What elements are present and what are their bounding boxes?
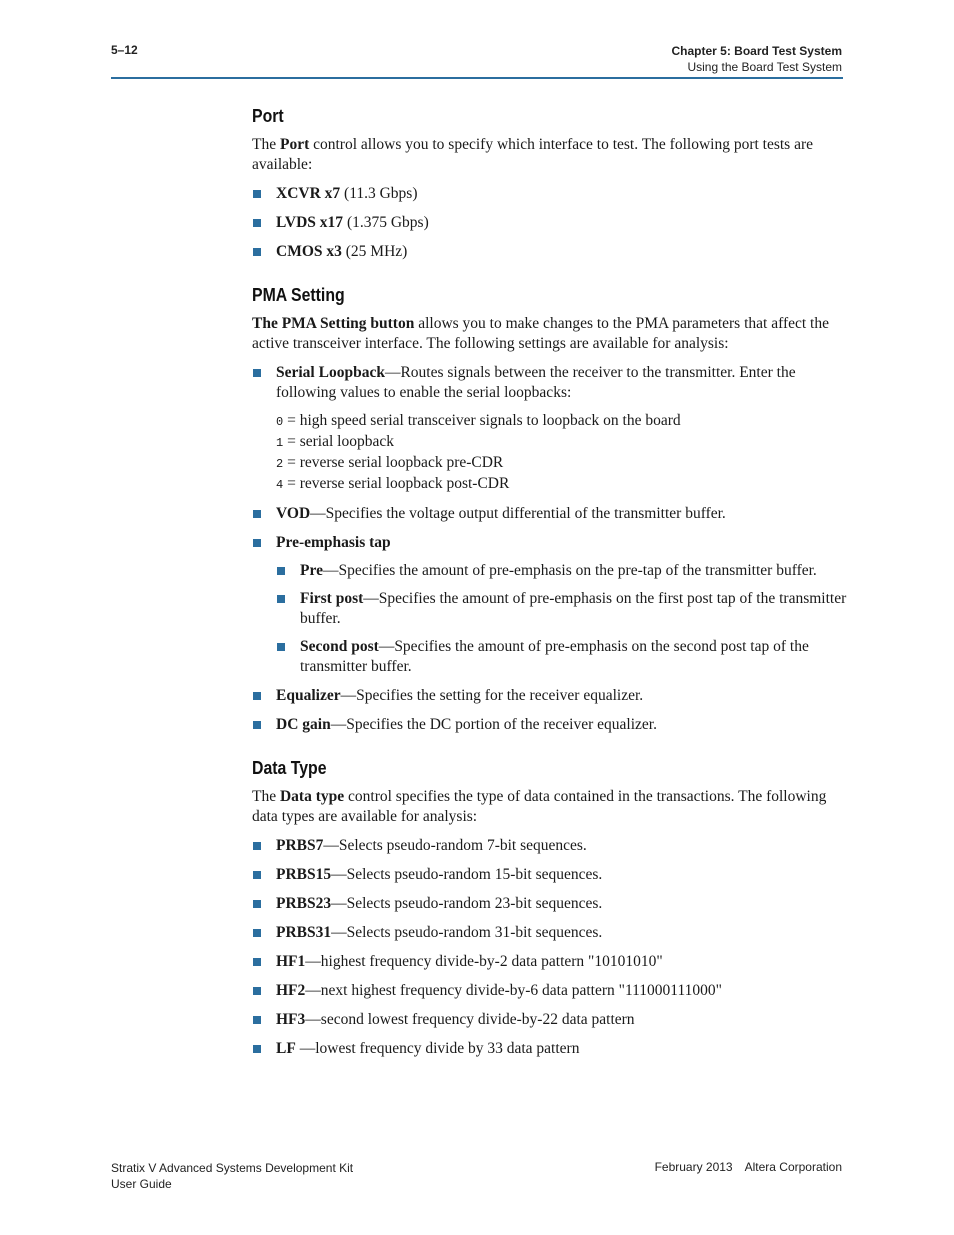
footer-doc-title: Stratix V Advanced Systems Development Kit [111, 1161, 354, 1175]
section-title: Using the Board Test System [687, 60, 842, 74]
data-type-list [252, 836, 847, 1059]
list-item: Serial Loopback—Routes signals between the receiver to the transmitter. Enter the following values to enable the serial loopbacks: [252, 363, 847, 403]
pre-emphasis-sublist [276, 561, 847, 677]
port-section [252, 103, 847, 262]
list-item: HF1—highest frequency divide-by-2 data pattern "10101010" [252, 952, 847, 972]
running-header [672, 43, 843, 75]
footer-doc-subtitle: User Guide [111, 1177, 172, 1191]
port-intro: The Port control allows you to specify which interface to test. The following port tests are available: [252, 136, 814, 173]
list-item: Pre-emphasis tap Pre—Specifies the amount of pre-emphasis on the pre-tap of the transmitter buffer. First post—Specifies the amount of pre-emphasis on the first post tap of the transmitter buffer. Second post—Specifies the amount of pre-emphasis on the second post tap of the transmitter buffer. [252, 533, 847, 677]
footer-company: Altera Corporation [744, 1160, 842, 1174]
footer-date: February 2013 [654, 1160, 733, 1174]
list-item: DC gain—Specifies the DC portion of the receiver equalizer. [252, 715, 847, 735]
list-item: CMOS x3 (25 MHz) [252, 242, 847, 262]
pma-section [252, 282, 847, 735]
loopback-value-row: 1 = serial loopback [276, 433, 394, 450]
sub-list-item: Second post—Specifies the amount of pre-emphasis on the second post tap of the transmitter buffer. [276, 637, 847, 677]
section-heading-port: Port [252, 106, 284, 126]
list-item: LVDS x17 (1.375 Gbps) [252, 213, 847, 233]
list-item: Equalizer—Specifies the setting for the receiver equalizer. [252, 686, 847, 706]
data-type-intro: The Data type control specifies the type of data contained in the transactions. The following data types are available for analysis: [252, 788, 827, 825]
list-item: PRBS15—Selects pseudo-random 15-bit sequences. [252, 865, 847, 885]
footer-doc-info [111, 1160, 353, 1192]
header-rule [111, 77, 843, 79]
page-number: 5–12 [111, 43, 138, 57]
section-heading-data-type: Data Type [252, 758, 327, 778]
loopback-value-row: 0 = high speed serial transceiver signals to loopback on the board [276, 412, 681, 429]
pma-list [252, 363, 847, 403]
list-item: LF —lowest frequency divide by 33 data pattern [252, 1039, 847, 1059]
section-heading-pma: PMA Setting [252, 285, 345, 305]
pma-list-cont [252, 504, 847, 735]
loopback-value-row: 4 = reverse serial loopback post-CDR [276, 475, 510, 492]
list-item: XCVR x7 (11.3 Gbps) [252, 184, 847, 204]
list-item: HF3—second lowest frequency divide-by-22 data pattern [252, 1010, 847, 1030]
footer-publisher [655, 1160, 842, 1174]
list-item: PRBS7—Selects pseudo-random 7-bit sequences. [252, 836, 847, 856]
data-type-section [252, 755, 847, 1059]
page-content [252, 103, 847, 1059]
list-item: VOD—Specifies the voltage output differential of the transmitter buffer. [252, 504, 847, 524]
sub-list-item: First post—Specifies the amount of pre-emphasis on the first post tap of the transmitter buffer. [276, 589, 847, 629]
sub-list-item: Pre—Specifies the amount of pre-emphasis on the pre-tap of the transmitter buffer. [276, 561, 847, 581]
chapter-title: Chapter 5: Board Test System [671, 44, 842, 58]
list-item: PRBS31—Selects pseudo-random 31-bit sequences. [252, 923, 847, 943]
list-item: PRBS23—Selects pseudo-random 23-bit sequences. [252, 894, 847, 914]
port-list [252, 184, 847, 262]
list-item: HF2—next highest frequency divide-by-6 data pattern "111000111000" [252, 981, 847, 1001]
pma-intro: The PMA Setting button allows you to make changes to the PMA parameters that affect the active transceiver interface. The following settings are available for analysis: [252, 315, 829, 352]
loopback-value-row: 2 = reverse serial loopback pre-CDR [276, 454, 504, 471]
loopback-values [276, 411, 847, 495]
